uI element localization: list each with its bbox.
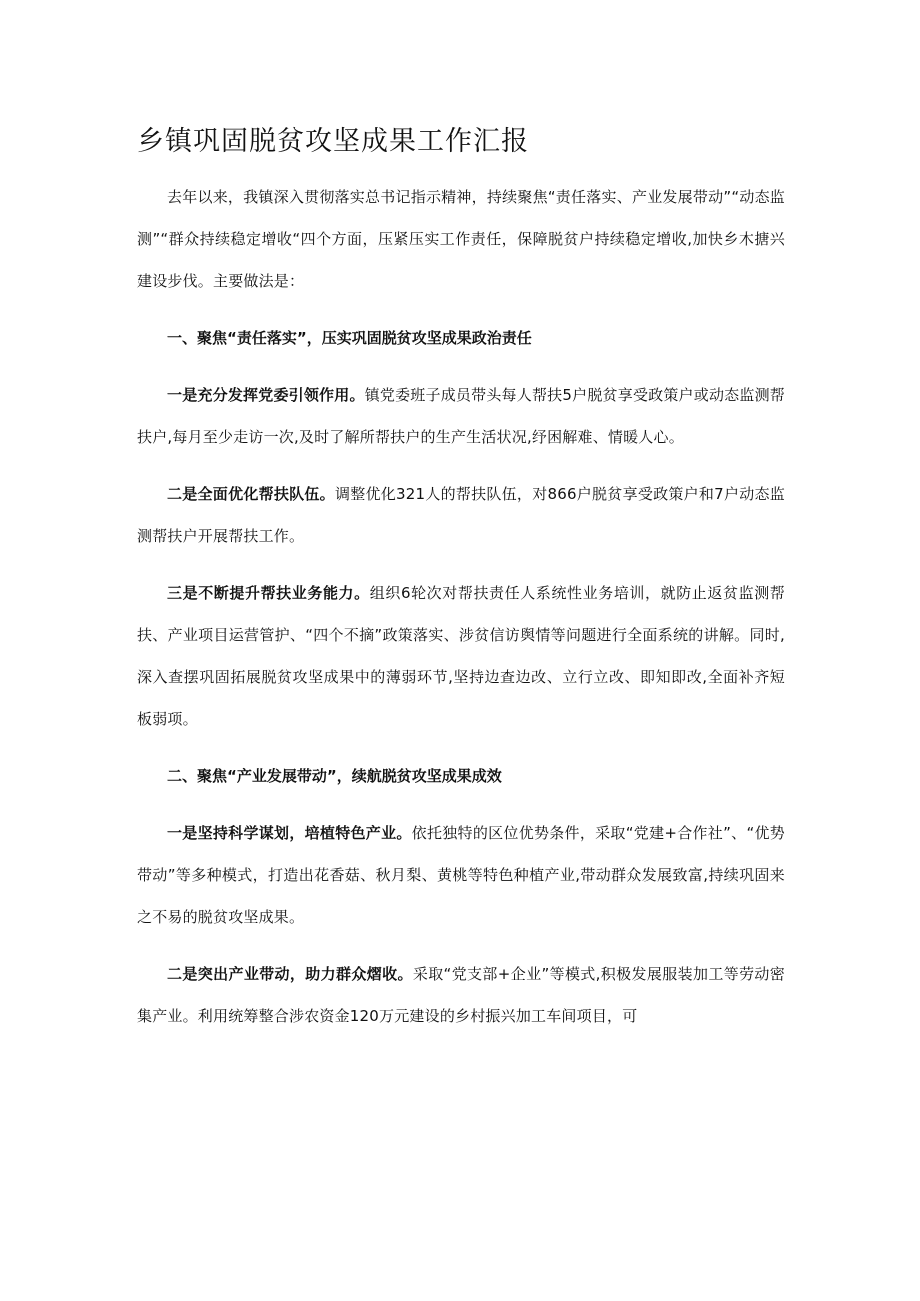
item-lead: 二是全面优化帮扶队伍。 bbox=[167, 485, 335, 503]
item-text: 组织6轮次对帮扶责任人系统性业务培训，就防止返贫监测帮扶、产业项目运营管护、“四个不摘”政策落实、涉贫信访舆情等问题进行全面系统的讲解。同时,深入查摆巩固拓展脱贫攻坚成果中的薄弱环节,坚持边查边改、立行立改、即知即改,全面补齐短板弱项。 bbox=[137, 584, 785, 728]
item-text: 镇党委班子成员带头每人帮扶5户脱贫享受政策户或动态监测帮扶户,每月至少走访一次,及时了解所帮扶户的生产生活状况,纾困解难、情暖人心。 bbox=[137, 386, 785, 446]
item-lead: 三是不断提升帮扶业务能力。 bbox=[167, 584, 370, 602]
item-text: 采取“党支部+企业”等模式,积极发展服装加工等劳动密集产业。利用统筹整合涉农资金120万元建设的乡村振兴加工车间项目，可 bbox=[137, 965, 785, 1025]
intro-paragraph: 去年以来，我镇深入贯彻落实总书记指示精神，持续聚焦“责任落实、产业发展带动”“动态监测”“群众持续稳定增收“四个方面，压紧压实工作责任，保障脱贫户持续稳定增收,加快乡木搪兴建设步伐。主要做法是： bbox=[137, 188, 785, 290]
document-title: 乡镇巩固脱贫攻坚成果工作汇报 bbox=[137, 126, 529, 157]
document-body bbox=[137, 176, 785, 1052]
item-text: 依托独特的区位优势条件，采取“党建+合作社”、“优势带动”等多种模式，打造出花香菇、秋月梨、黄桃等特色种植产业,带动群众发展致富,持续巩固来之不易的脱贫攻坚成果。 bbox=[137, 824, 785, 926]
section-heading-1: 一、聚焦“责任落实”，压实巩固脱贫攻坚成果政治责任 bbox=[167, 329, 532, 347]
section-1-item-3 bbox=[137, 572, 785, 740]
item-lead: 一是坚持科学谋划，培植特色产业。 bbox=[167, 824, 412, 842]
section-heading-2: 二、聚焦“产业发展带动”，续航脱贫攻坚成果成效 bbox=[167, 767, 502, 785]
item-text: 调整优化321人的帮扶队伍，对866户脱贫享受政策户和7户动态监测帮扶户开展帮扶工作。 bbox=[137, 485, 785, 545]
section-2-item-2 bbox=[137, 953, 785, 1037]
item-lead: 二是突出产业带动，助力群众熠收。 bbox=[167, 965, 413, 983]
item-lead: 一是充分发挥党委引领作用。 bbox=[167, 386, 365, 404]
section-2-item-1 bbox=[137, 812, 785, 938]
section-1-item-2 bbox=[137, 473, 785, 557]
section-1-item-1 bbox=[137, 374, 785, 458]
